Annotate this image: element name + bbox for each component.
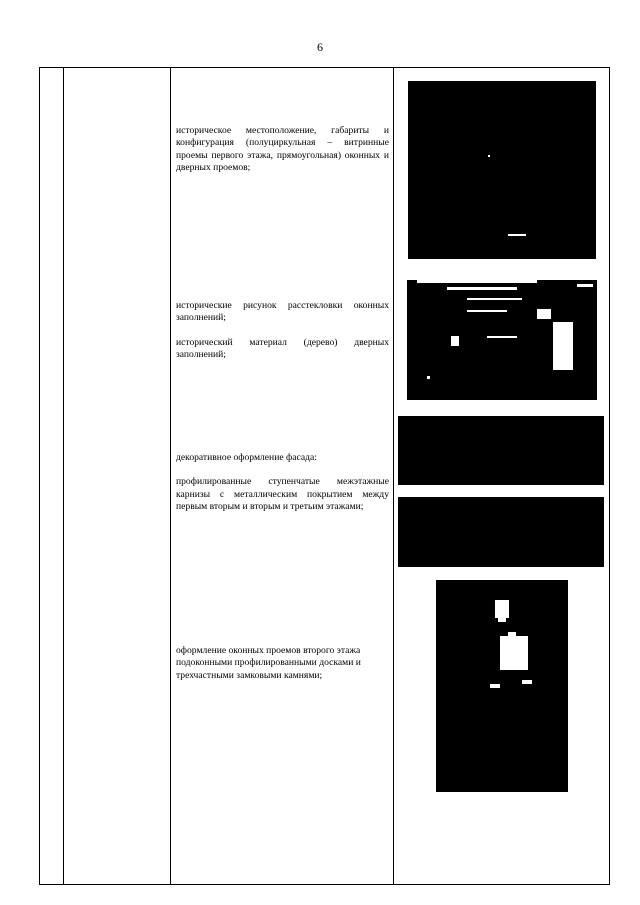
row-3-paragraph-1: декоративное оформление фасада:	[176, 452, 317, 463]
row-2-paragraph-1: исторические рисунок расстекловки оконных заполнений;	[176, 300, 389, 324]
row-3-paragraph-2: профилированные ступенчатые межэтажные карнизы с металлическим покрытием между первым вторым и вторым и третьим этажами;	[176, 476, 389, 513]
row-1-text	[176, 125, 389, 175]
table-column-divider-3	[393, 68, 394, 884]
row-2-paragraph-2: исторический материал (дерево) дверных заполнений;	[176, 336, 389, 361]
row-4-photo	[436, 580, 568, 792]
table-column-divider-1	[63, 68, 64, 884]
row-2-photo	[407, 276, 597, 400]
table-column-divider-2	[170, 68, 171, 884]
row-3-photo-1	[398, 416, 604, 485]
row-1-photo	[408, 81, 596, 259]
row-2-text	[176, 300, 389, 362]
row-3-photo-2	[398, 497, 604, 567]
row-3-text	[176, 452, 389, 514]
row-1-paragraph-1: историческое местоположение, габариты и конфигурация (полуциркульная – витринные проемы первого этажа, прямоугольная) оконных и дверных проемов;	[176, 125, 389, 174]
row-4-paragraph-1: оформление оконных проемов второго этажа подоконными профилированными досками и трехчастными замковыми камнями;	[176, 645, 361, 681]
row-4-text	[176, 645, 389, 682]
page-number: 6	[317, 40, 323, 54]
